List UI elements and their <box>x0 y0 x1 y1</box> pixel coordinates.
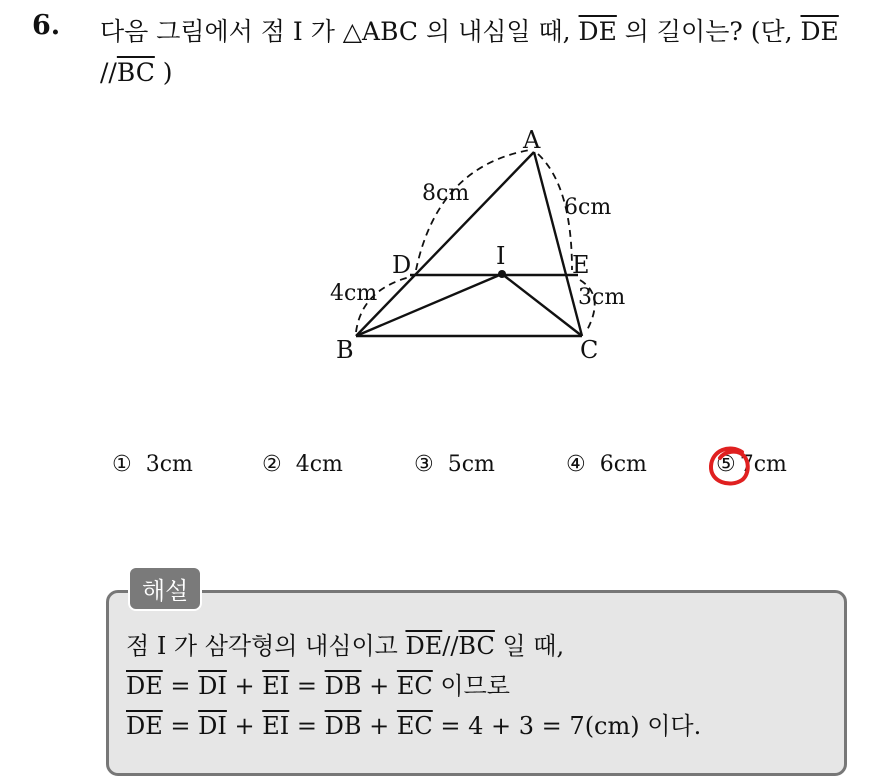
choice-2[interactable] <box>262 452 343 477</box>
choice-2-number: ② <box>262 452 282 477</box>
sol1-a: 점 I 가 삼각형의 내심이고 <box>126 632 406 660</box>
sol2-db: $\overline{DB}$ <box>324 672 362 700</box>
choice-1-label: 3cm <box>145 452 193 477</box>
question-text-c: 의 길이는? (단, <box>616 17 801 46</box>
label-6cm: 6cm <box>564 195 612 220</box>
choice-3[interactable] <box>414 452 495 477</box>
sol1-bc: $\overline{BC}$ <box>458 632 495 660</box>
label-3cm: 3cm <box>578 285 626 310</box>
sol2-ec: $\overline{EC}$ <box>396 672 433 700</box>
question-line-1 <box>100 12 839 48</box>
side-ab <box>356 152 534 336</box>
dashed-arc-ad <box>416 150 530 270</box>
label-b: B <box>336 336 354 364</box>
segment-de-2: $\overline{DE}$ <box>800 17 839 46</box>
parallel-sign: // <box>100 58 117 87</box>
question-line-2 <box>100 58 173 87</box>
label-i: I <box>496 242 506 270</box>
solution-tag: 해설 <box>128 566 202 611</box>
question-number: 6. <box>32 10 61 41</box>
segment-de: $\overline{DE}$ <box>578 17 617 46</box>
choice-1[interactable] <box>112 452 193 477</box>
choice-5-label: 7cm <box>739 452 787 477</box>
choice-4[interactable] <box>566 452 647 477</box>
choice-1-number: ① <box>112 452 132 477</box>
close-paren: ) <box>154 58 173 87</box>
answer-mark-circle <box>706 444 754 490</box>
segment-ci <box>502 274 582 336</box>
sol3-ei: $\overline{EI}$ <box>262 712 290 740</box>
label-e: E <box>572 251 590 279</box>
side-ac <box>534 152 582 336</box>
question-text-a: 다음 그림에서 점 I 가 △ABC 의 내심일 때, <box>100 17 579 46</box>
solution-line-1 <box>126 626 564 661</box>
sol3-db: $\overline{DB}$ <box>324 712 362 740</box>
sol2-de: $\overline{DE}$ <box>126 672 163 700</box>
sol1-par: // <box>442 632 459 660</box>
sol3-di: $\overline{DI}$ <box>198 712 227 740</box>
sol2-ei: $\overline{EI}$ <box>262 672 290 700</box>
incenter-point <box>498 270 506 278</box>
choice-3-number: ③ <box>414 452 434 477</box>
label-a: A <box>523 126 541 154</box>
segment-bi <box>356 274 502 336</box>
choice-3-label: 5cm <box>447 452 495 477</box>
label-4cm: 4cm <box>330 281 378 306</box>
solution-line-3: $\overline{DE} = \overline{DI} + \overline{EI} = \overline{DB} + \overline{EC} = 4 + 3 = 7(cm)$ 이다. <box>126 712 702 740</box>
sol3-ec: $\overline{EC}$ <box>396 712 433 740</box>
label-8cm: 8cm <box>422 181 470 206</box>
choice-4-label: 6cm <box>599 452 647 477</box>
segment-bc: $\overline{BC}$ <box>116 58 155 87</box>
choice-2-label: 4cm <box>295 452 343 477</box>
label-d: D <box>392 251 412 279</box>
choice-4-number: ④ <box>566 452 586 477</box>
sol1-b: 일 때, <box>494 632 565 660</box>
sol1-de: $\overline{DE}$ <box>405 632 443 660</box>
triangle-figure <box>320 118 650 368</box>
choice-5-number: ⑤ <box>716 452 736 477</box>
label-c: C <box>580 336 599 364</box>
sol3-de: $\overline{DE}$ <box>126 712 163 740</box>
sol2-di: $\overline{DI}$ <box>198 672 227 700</box>
solution-line-2: $\overline{DE} = \overline{DI} + \overline{EI} = \overline{DB} + \overline{EC}$ 이므로 <box>126 672 510 700</box>
